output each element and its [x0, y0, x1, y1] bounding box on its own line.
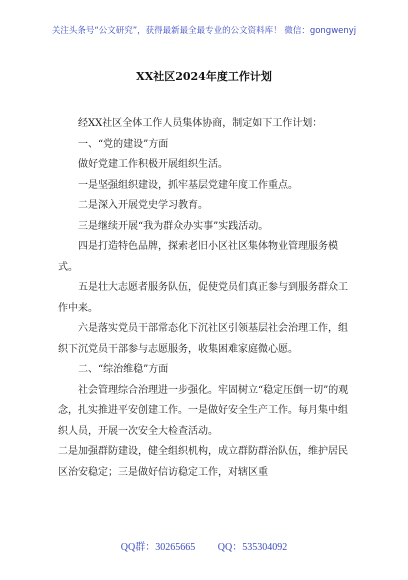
- paragraph: 三是继续开展“我为群众办实事”实践活动。: [78, 220, 269, 232]
- paragraph: 五是壮大志愿者服务队伍，促使党员们真正参与到服务群众工作中来。: [58, 282, 348, 314]
- paragraph: 二是加强群防建设，健全组织机构，成立群防群治队伍，维护居民区治安稳定；三是做好信访稳定工作，对辖区重: [58, 446, 348, 478]
- footer-qq-group: QQ群：30265665: [120, 542, 196, 553]
- document-title: XX社区2024年度工作计划: [136, 70, 272, 83]
- paragraph: 六是落实党员干部常态化下沉社区引领基层社会治理工作，组织下沉党员干部参与志愿服务，收集困难家庭微心愿。: [58, 323, 348, 355]
- paragraph: 四是打造特色品牌，探索老旧小区社区集体物业管理服务模式。: [58, 241, 338, 273]
- section-heading-stability: 二、“综治维稳”方面: [78, 364, 169, 375]
- paragraph-intro: 经XX社区全体工作人员集体协商，制定如下工作计划：: [78, 118, 323, 129]
- paragraph: 二是深入开展党史学习教育。: [78, 200, 208, 211]
- footer-contact: [0, 538, 408, 553]
- paragraph: 做好党建工作积极开展组织生活。: [78, 159, 228, 170]
- section-heading-party: 一、“党的建设”方面: [78, 138, 169, 150]
- promo-banner: 关注头条号“公文研究”，获得最新最全最专业的公文资料库！ 微信：gongwenyj: [51, 26, 357, 36]
- paragraph: 社会管理综合治理进一步强化。牢固树立“稳定压倒一切”的观念，扎实推进平安创建工作。一是做好安全生产工作。每月集中组织人员，开展一次安全大检查活动。: [58, 384, 349, 437]
- paragraph: 一是坚强组织建设，抓牢基层党建年度工作重点。: [78, 179, 298, 191]
- footer-qq: QQ：535304092: [217, 542, 288, 553]
- document-body: [58, 114, 350, 483]
